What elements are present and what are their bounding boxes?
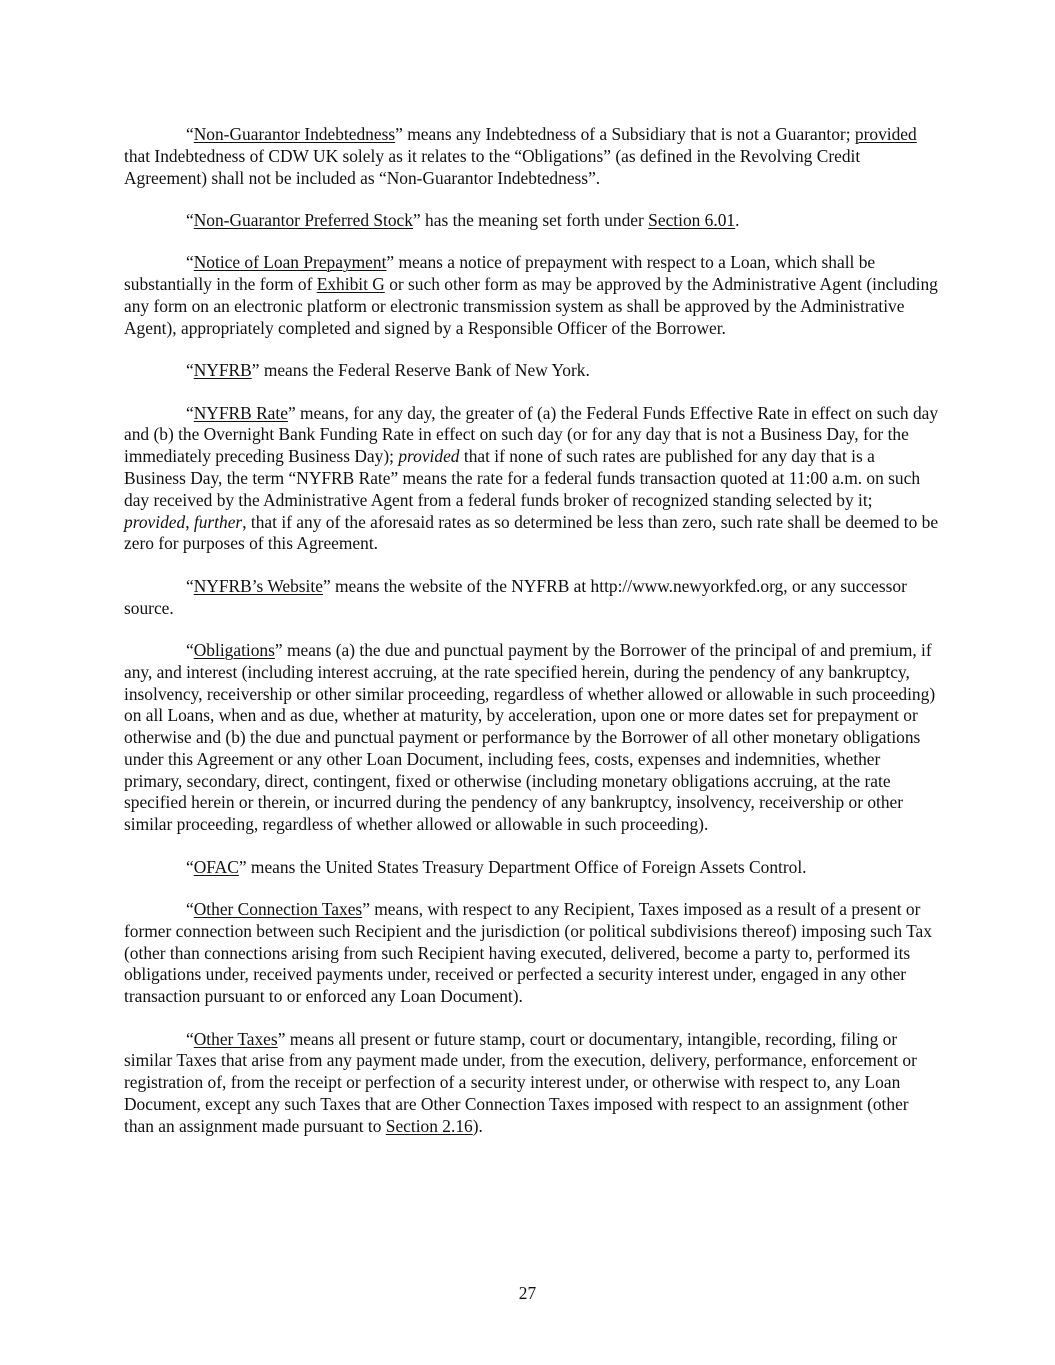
exhibit-reference: Exhibit G xyxy=(316,274,385,295)
definitions-body xyxy=(124,124,939,1158)
definition-other-connection-taxes: “Other Connection Taxes” means, with respect to any Recipient, Taxes imposed as a result of a present or former connection between such Recipient and the jurisdiction (or political subdivisions thereof) imposing such Tax (other than connections arising from such Recipient having executed, delivered, become a party to, performed its obligations under, received payments under, received or perfected a security interest under, engaged in any other transaction pursuant to or enforced any Loan Document). xyxy=(124,899,932,1007)
defined-term: Other Connection Taxes xyxy=(193,899,363,920)
provided-term: provided xyxy=(398,446,460,467)
definition-ofac: “OFAC” means the United States Treasury Department Office of Foreign Assets Control. xyxy=(186,856,807,877)
further-term: further xyxy=(193,511,243,532)
defined-term: Obligations xyxy=(193,639,275,660)
defined-term: NYFRB Rate xyxy=(193,402,288,423)
defined-term: Notice of Loan Prepayment xyxy=(193,252,387,273)
defined-term: Other Taxes xyxy=(193,1028,278,1049)
provided-term: provided xyxy=(124,511,186,532)
section-reference: Section 6.01 xyxy=(648,209,736,230)
defined-term: Non-Guarantor Indebtedness xyxy=(193,124,396,144)
definition-obligations: “Obligations” means (a) the due and punctual payment by the Borrower of the principal of and premium, if any, and interest (including interest accruing, at the rate specified herein, during the pendency of any bankruptcy, insolvency, receivership or other similar proceeding, regardless of whether allowed or allowable in such proceeding) on all Loans, when and as due, whether at maturity, by acceleration, upon one or more dates set for prepayment or otherwise and (b) the due and punctual payment or performance by the Borrower of all other monetary obligations under this Agreement or any other Loan Document, including fees, costs, expenses and indemnities, whether primary, secondary, direct, contingent, fixed or otherwise (including monetary obligations accruing, at the rate specified herein or therein, or incurred during the pendency of any bankruptcy, insolvency, receivership or other similar proceeding, regardless of whether allowed or allowable in such proceeding). xyxy=(124,639,936,835)
definition-notice-of-loan-prepayment: “Notice of Loan Prepayment” means a notice of prepayment with respect to a Loan, which shall be substantially in the form of Exhibit G or such other form as may be approved by the Administrative Agent (including any form on an electronic platform or electronic transmission system as shall be approved by the Administrative Agent), appropriately completed and signed by a Responsible Officer of the Borrower. xyxy=(124,252,938,338)
defined-term: Non-Guarantor Preferred Stock xyxy=(193,209,413,230)
page-number: 27 xyxy=(518,1283,537,1303)
defined-term: NYFRB xyxy=(193,360,252,381)
definition-non-guarantor-preferred-stock: “Non-Guarantor Preferred Stock” has the meaning set forth under Section 6.01. xyxy=(186,209,740,230)
definition-other-taxes: “Other Taxes” means all present or future stamp, court or documentary, intangible, recording, filing or similar Taxes that arise from any payment made under, from the execution, delivery, performance, enforcement or registration of, from the receipt or perfection of a security interest under, or otherwise with respect to, any Loan Document, except any such Taxes that are Other Connection Taxes imposed with respect to an assignment (other than an assignment made pursuant to Section 2.16). xyxy=(124,1028,917,1136)
defined-term: NYFRB’s Website xyxy=(193,575,323,596)
section-reference: Section 2.16 xyxy=(385,1115,473,1136)
definition-nyfrb-rate: “NYFRB Rate” means, for any day, the greater of (a) the Federal Funds Effective Rate in effect on such day and (b) the Overnight Bank Funding Rate in effect on such day (or for any day that is not a Business Day, for the immediately preceding Business Day); provided that if none of such rates are published for any day that is a Business Day, the term “NYFRB Rate” means the rate for a federal funds transaction quoted at 11:00 a.m. on such day received by the Administrative Agent from a federal funds broker of recognized standing selected by it; provided, further, that if any of the aforesaid rates as so determined be less than zero, such rate shall be deemed to be zero for purposes of this Agreement. xyxy=(124,402,939,554)
definition-nyfrb: “NYFRB” means the Federal Reserve Bank of New York. xyxy=(186,360,590,381)
definition-non-guarantor-indebtedness: “Non-Guarantor Indebtedness” means any Indebtedness of a Subsidiary that is not a Guarantor; provided that Indebtedness of CDW UK solely as it relates to the “Obligations” (as defined in the Revolving Credit Agreement) shall not be included as “Non-Guarantor Indebtedness”. xyxy=(124,124,917,188)
defined-term: OFAC xyxy=(193,856,239,877)
definition-nyfrb-website: “NYFRB’s Website” means the website of the NYFRB at http://www.newyorkfed.org, or any successor source. xyxy=(124,575,907,618)
provided-term: provided xyxy=(854,124,917,144)
